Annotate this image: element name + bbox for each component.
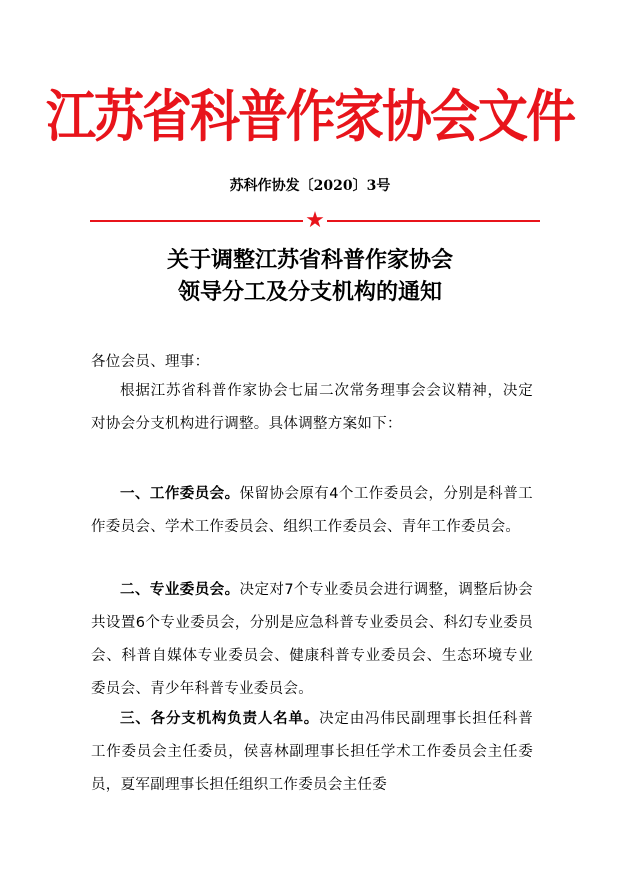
title-line-2: 领导分工及分支机构的通知: [177, 280, 442, 305]
red-divider: [90, 209, 540, 233]
paragraph-responsible-persons: [91, 703, 533, 802]
title-line-1: 关于调整江苏省科普作家协会: [166, 248, 453, 273]
paragraph-text: 决定对7个专业委员会进行调整，调整后协会共设置6个专业委员会，分别是应急科普专业委员会、科幻专业委员会、科普自媒体专业委员会、健康科普专业委员会、生态环境专业委员会、青少年科普专业委员会。: [91, 582, 533, 697]
paragraph-working-committees: [91, 478, 533, 544]
paragraph-lead: 三、各分支机构负责人名单。: [120, 711, 320, 727]
salutation: 各位会员、理事：: [91, 354, 210, 370]
paragraph-text: 决定由冯伟民副理事长担任科普工作委员会主任委员，侯喜林副理事长担任学术工作委员会主任委员，夏军副理事长担任组织工作委员会主任委: [91, 711, 534, 793]
document-title: [0, 245, 620, 309]
paragraph-text: 根据江苏省科普作家协会七届二次常务理事会会议精神，决定对协会分支机构进行调整。具体调整方案如下：: [91, 383, 533, 432]
masthead-title: 江苏省科普作家协会文件: [46, 83, 574, 150]
divider-line-right: [327, 220, 540, 222]
paragraph-lead: 一、工作委员会。: [120, 486, 240, 502]
paragraph-intro: [91, 375, 533, 441]
paragraph-text: 保留协会原有4个工作委员会，分别是科普工作委员会、学术工作委员会、组织工作委员会、青年工作委员会。: [91, 486, 533, 535]
divider-line-left: [90, 220, 303, 222]
document-number: 苏科作协发〔2020〕3号: [229, 178, 391, 194]
star-icon: ★: [305, 208, 325, 233]
paragraph-lead: 二、专业委员会。: [120, 582, 240, 598]
paragraph-professional-committees: [91, 574, 533, 706]
